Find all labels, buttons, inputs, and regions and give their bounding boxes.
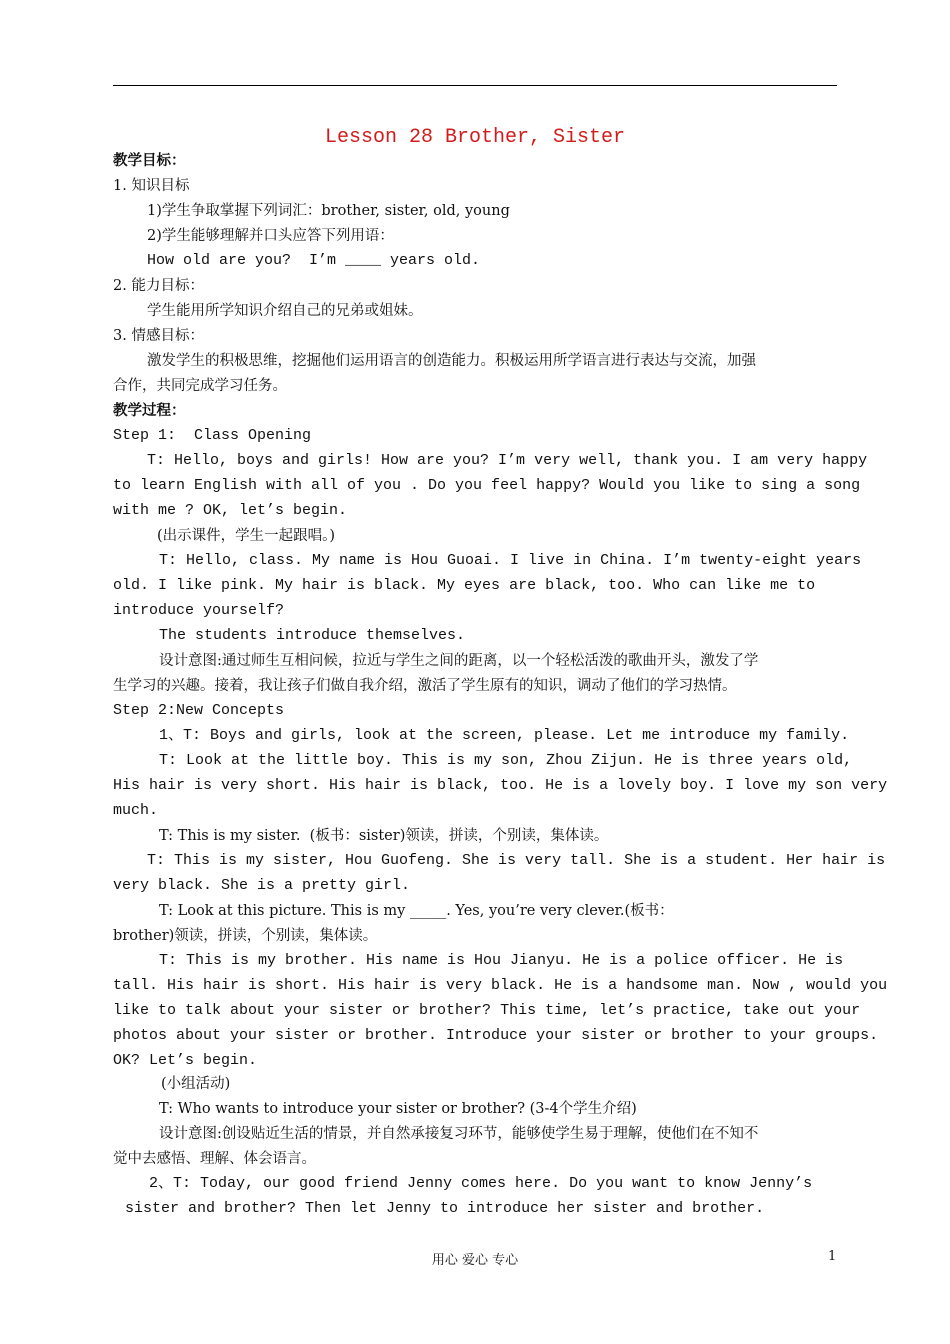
heading-objectives: 教学目标： bbox=[113, 152, 186, 169]
text-line: T: This is my sister, Hou Guofeng. She is very tall. She is a student. Her hair is bbox=[147, 852, 886, 869]
text-line: 3. 情感目标： bbox=[113, 328, 204, 344]
text-line: much. bbox=[113, 802, 159, 819]
text-line: 1、T: Boys and girls, look at the screen, please. Let me introduce my family. bbox=[159, 727, 850, 744]
text-line: His hair is very short. His hair is black, too. He is a lovely boy. I love my son very bbox=[113, 777, 888, 794]
text-line: with me ? OK, let’s begin. bbox=[113, 502, 348, 519]
text-line: 觉中去感悟、理解、体会语言。 bbox=[113, 1151, 316, 1167]
text-line: How old are you? I’m ____ years old. bbox=[147, 252, 481, 269]
text-line: T: Look at this picture. This is my _____. Yes, you’re very clever.(板书： bbox=[159, 903, 674, 919]
text-line: 1. 知识目标 bbox=[113, 178, 190, 194]
text-line: 2)学生能够理解并口头应答下列用语： bbox=[147, 228, 394, 244]
text-line: 2、T: Today, our good friend Jenny comes here. Do you want to know Jenny’s bbox=[149, 1175, 813, 1192]
text-line: T: This is my sister. (板书：sister)领读，拼读，个别读，集体读。 bbox=[159, 828, 609, 844]
text-line: T: Hello, boys and girls! How are you? I’m very well, thank you. I am very happy bbox=[147, 452, 868, 469]
text-line: tall. His hair is short. His hair is very black. He is a handsome man. Now , would you bbox=[113, 977, 888, 994]
text-line: to learn English with all of you . Do you feel happy? Would you like to sing a song bbox=[113, 477, 861, 494]
text-line: 激发学生的积极思维，挖掘他们运用语言的创造能力。积极运用所学语言进行表达与交流，加强 bbox=[147, 353, 756, 369]
text-line: 合作，共同完成学习任务。 bbox=[113, 378, 287, 394]
text-line: 生学习的兴趣。接着，我让孩子们做自我介绍，激活了学生原有的知识，调动了他们的学习热情。 bbox=[113, 678, 737, 694]
text-line: introduce yourself? bbox=[113, 602, 285, 619]
text-line: T: Look at the little boy. This is my son, Zhou Zijun. He is three years old, bbox=[159, 752, 853, 769]
text-line: very black. She is a pretty girl. bbox=[113, 877, 411, 894]
page-number: 1 bbox=[828, 1249, 837, 1264]
text-line: T: Hello, class. My name is Hou Guoai. I live in China. I’m twenty-eight years bbox=[159, 552, 862, 569]
text-line: OK? Let’s begin. bbox=[113, 1052, 258, 1069]
page-title: Lesson 28 Brother, Sister bbox=[324, 126, 626, 149]
text-line: like to talk about your sister or brother? This time, let’s practice, take out your bbox=[113, 1002, 861, 1019]
heading-process: 教学过程： bbox=[113, 402, 186, 419]
page-footer: 用心 爱心 专心 bbox=[431, 1253, 519, 1268]
text-line: old. I like pink. My hair is black. My eyes are black, too. Who can like me to bbox=[113, 577, 816, 594]
text-line: The students introduce themselves. bbox=[159, 627, 466, 644]
text-line: 设计意图:通过师生互相问候，拉近与学生之间的距离，以一个轻松活泼的歌曲开头，激发了学 bbox=[159, 653, 759, 669]
header-rule bbox=[113, 85, 837, 86]
text-line: T: Who wants to introduce your sister or brother? (3-4个学生介绍) bbox=[159, 1101, 637, 1117]
text-line: (出示课件，学生一起跟唱。) bbox=[157, 528, 336, 544]
text-line: T: This is my brother. His name is Hou Jianyu. He is a police officer. He is bbox=[159, 952, 844, 969]
text-line: 1)学生争取掌握下列词汇：brother, sister, old, young bbox=[147, 203, 510, 219]
text-line: brother)领读，拼读，个别读，集体读。 bbox=[113, 928, 378, 944]
text-line: 2. 能力目标： bbox=[113, 278, 204, 294]
text-line: 学生能用所学知识介绍自己的兄弟或姐妹。 bbox=[147, 303, 423, 319]
text-line: 设计意图:创设贴近生活的情景，并自然承接复习环节，能够使学生易于理解，使他们在不知不 bbox=[159, 1126, 759, 1142]
step-heading: Step 1: Class Opening bbox=[113, 427, 312, 444]
text-line: sister and brother? Then let Jenny to introduce her sister and brother. bbox=[125, 1200, 765, 1217]
step-heading: Step 2:New Concepts bbox=[113, 702, 285, 719]
text-line: (小组活动) bbox=[161, 1076, 231, 1092]
text-line: photos about your sister or brother. Introduce your sister or brother to your groups. bbox=[113, 1027, 879, 1044]
